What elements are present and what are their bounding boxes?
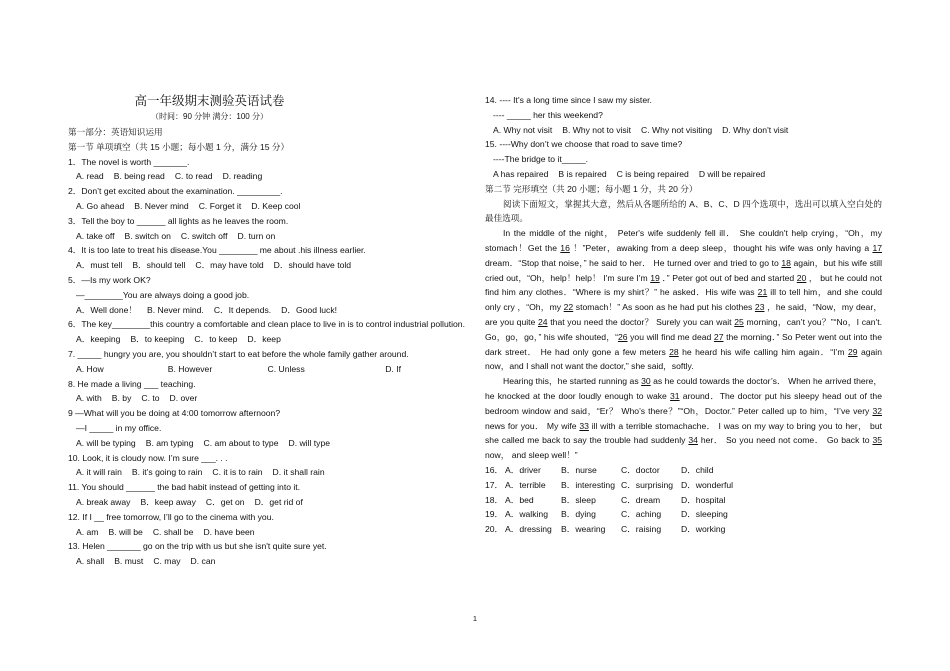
question-stem-reply: —I _____ in my office. (76, 422, 162, 433)
cloze-question-number: 17． (485, 479, 504, 490)
option-label: A．must tell (76, 260, 123, 271)
question-options (68, 332, 465, 347)
question-options (68, 258, 465, 273)
cloze-blank: 22 (563, 302, 574, 313)
question-options (485, 123, 882, 138)
cloze-text: ill to tell him，and she could only cry ，“Oh，my (485, 287, 883, 313)
question-stem: 11. You should ______ the bad habit instead of getting into it. (68, 482, 301, 493)
question-stem-reply: ----The bridge to it_____. (493, 154, 589, 165)
option-label: A. will be typing (76, 437, 136, 448)
option-label: B．to keeping (130, 334, 185, 345)
option-label: B．keep away (140, 496, 196, 507)
option-label: B. Never mind. (146, 304, 204, 315)
cloze-question-number: 20． (485, 524, 504, 535)
option-label: A．terrible (505, 479, 546, 490)
exam-subtitle: （时间：90 分钟 满分：100 分） (151, 112, 268, 121)
cloze-blank: 27 (713, 331, 724, 342)
question-list-right (485, 93, 882, 182)
question-stem-reply: ---- _____ her this weekend? (493, 109, 603, 120)
section2-heading: 第二节 完形填空（共 20 小题；每小题 1 分，共 20 分） (485, 183, 698, 194)
option-label: A. break away (76, 496, 131, 507)
section1-heading: 第一节 单项填空（共 15 小题；每小题 1 分，满分 15 分） (68, 141, 290, 152)
cloze-option-row (485, 522, 882, 537)
question-list-left (68, 155, 465, 569)
question-options (68, 303, 465, 318)
option-label: B. must (114, 556, 144, 567)
option-label: D. If (385, 363, 401, 374)
question-stem: 14. ---- It's a long time since I saw my sister. (485, 95, 652, 105)
left-column (68, 93, 465, 569)
option-label: D. will type (288, 437, 331, 448)
option-label: A. it will rain (76, 467, 122, 478)
cloze-blank: 23 (754, 302, 765, 313)
question-options (68, 229, 465, 244)
page-number: 1 (472, 614, 478, 623)
cloze-instructions: 阅读下面短文，掌握其大意，然后从各题所给的 A、B、C、D 四个选项中，选出可以填入空白处的最佳选项。 (485, 198, 882, 224)
question-stem-reply: —________You are always doing a good job. (76, 289, 250, 300)
cloze-answer-options (485, 463, 882, 537)
cloze-text: Hearing this，he started running as (503, 376, 642, 387)
option-label: D. Keep cool (251, 200, 301, 211)
cloze-text: ， but he could not find him any clothes．“Where is my shirt？” he asked．His wife was (485, 272, 882, 298)
option-label: A. How (76, 363, 104, 374)
option-label: C is being repaired (616, 168, 689, 179)
option-label: B．sleep (561, 494, 596, 505)
option-label: A. Go ahead (76, 200, 125, 211)
option-label: D．should have told (273, 260, 352, 271)
cloze-option-row (485, 463, 882, 478)
cloze-blank: 18 (781, 257, 791, 268)
option-label: C．It depends. (213, 304, 272, 315)
cloze-text: as he could towards the doctor’s． When he arrived there，he knocked at the door loudly enough to wake (485, 376, 882, 401)
option-label: D. can (190, 556, 216, 567)
option-label: A has repaired (493, 168, 549, 179)
cloze-option-row (485, 493, 882, 508)
cloze-blank: 16 (560, 242, 570, 253)
option-label: C. switch off (180, 230, 228, 241)
cloze-text: around．The doctor put his sleepy head out of the bedroom window and said，“Er？ Who’s there？”“Oh，Doctor.” Peter called up to him，“I’ve very (485, 390, 882, 416)
cloze-text: the morning．” So Peter went out into the dark street． He had only gone a few meters (485, 331, 882, 357)
question-stem: 5．—Is my work OK? (68, 274, 151, 285)
option-label: C. to read (174, 171, 213, 182)
option-label: B．interesting (561, 479, 615, 490)
option-label: B. switch on (124, 230, 171, 241)
option-label: D．hospital (681, 494, 726, 505)
cloze-text: ！”Peter，awaking from a deep sleep，thought his wife was only having a (569, 242, 873, 253)
option-label: B. being read (113, 171, 165, 182)
option-label: D．child (681, 464, 714, 475)
option-label: B. Never mind (134, 200, 189, 211)
option-label: C. may (153, 556, 181, 567)
question-stem: 10. Look, it is cloudy now. I’m sure ___. . . (68, 452, 228, 463)
option-label: C．to keep (194, 334, 238, 345)
option-label: C. Unless (267, 363, 305, 374)
question-stem: 12. If I __ free tomorrow, I’ll go to the cinema with you. (68, 511, 274, 522)
cloze-blank: 34 (688, 435, 698, 446)
cloze-text: again now，and I shall not want the doctor,” she said，softly. (485, 346, 882, 372)
cloze-blank: 32 (872, 405, 882, 416)
option-label: D．Good luck! (281, 304, 338, 315)
option-label: C. am about to type (203, 437, 279, 448)
option-label: A．keeping (76, 334, 121, 345)
cloze-text: stomach！” As soon as he had put his clothes (573, 302, 755, 313)
option-label: C．may have told (195, 260, 264, 271)
question-stem: 13. Helen _______ go on the trip with us but she isn't quite sure yet. (68, 541, 327, 552)
question-stem: 9 —What will you be doing at 4:00 tomorrow afternoon? (68, 408, 281, 419)
option-label: D. it shall rain (272, 467, 325, 478)
cloze-text: morning，can’t you？”“No，I can't. Go，go，go，” his wife shouted，“ (485, 316, 883, 342)
option-label: D．keep (247, 334, 281, 345)
option-label: B. am typing (145, 437, 194, 448)
option-label: C. Forget it (198, 200, 242, 211)
option-label: A．Well done！ (76, 304, 137, 315)
question-options (68, 391, 465, 406)
option-label: A. take off (76, 230, 115, 241)
cloze-blank: 17 (872, 242, 882, 253)
cloze-blank: 29 (848, 346, 858, 357)
cloze-blank: 24 (538, 316, 548, 327)
option-label: D. reading (222, 171, 263, 182)
option-label: A. am (76, 526, 99, 537)
cloze-blank: 30 (641, 376, 651, 387)
option-label: C．doctor (621, 464, 660, 475)
cloze-text: her． So you need not come． Go back to (697, 435, 873, 446)
option-label: C．dream (621, 494, 661, 505)
cloze-blank: 35 (872, 435, 883, 446)
option-label: A. with (76, 393, 102, 404)
option-label: B. However (167, 363, 213, 374)
cloze-text: dream．“Stop that noise，” he said to her． He turned over and tried to go to (485, 257, 782, 268)
option-label: D．wonderful (681, 479, 734, 490)
option-label: D. turn on (237, 230, 276, 241)
option-label: A. Why not visit (493, 124, 553, 135)
option-label: C．aching (621, 509, 662, 520)
cloze-option-row (485, 507, 882, 522)
option-label: D. have been (203, 526, 255, 537)
question-stem: 4．It is too late to treat his disease.You ________ me about .his illness earlier. (68, 245, 366, 256)
right-column (485, 93, 882, 537)
question-options (68, 199, 465, 214)
question-options (68, 362, 465, 377)
cloze-question-number: 18． (485, 494, 504, 505)
option-label: D．working (681, 524, 726, 535)
cloze-blank: 25 (734, 316, 744, 327)
cloze-question-number: 19． (485, 509, 504, 520)
cloze-question-number: 16． (485, 464, 504, 475)
cloze-text: ill with a terrible stomachache． I was on my way to bring you to her， but she called me back to say the trouble had suddenly (485, 420, 883, 446)
cloze-text: again，but his wife still cried out，“Oh，help！help！ I'm sure I'm (485, 257, 882, 283)
cloze-paragraph-2 (485, 374, 882, 463)
option-label: D．get rid of (254, 496, 303, 507)
option-label: B. Why not to visit (562, 124, 631, 135)
question-options (68, 465, 465, 480)
cloze-blank: 20 (796, 272, 807, 283)
cloze-text: now， and sleep well！” (485, 450, 578, 461)
question-options (68, 495, 465, 510)
option-label: A．bed (505, 494, 534, 505)
cloze-text: news for you． My wife (485, 420, 580, 431)
option-label: C. to (141, 393, 160, 404)
part1-heading: 第一部分：英语知识运用 (68, 127, 163, 137)
cloze-text: you will find me dead (627, 331, 714, 342)
cloze-text: ．” Peter got out of bed and started (659, 272, 797, 283)
cloze-text: that you need the doctor？ Surely you can wait (547, 316, 735, 327)
option-label: A. read (76, 171, 104, 182)
question-stem: 8. He made a living ___ teaching. (68, 378, 196, 389)
question-stem: 7. _____ hungry you are, you shouldn’t start to eat before the whole family gather around. (68, 348, 409, 359)
option-label: B．should tell (132, 260, 186, 271)
question-stem: 2．Don’t get excited about the examination. _________. (68, 186, 283, 197)
option-label: B. it’s going to rain (131, 467, 203, 478)
option-label: C. it is to rain (212, 467, 263, 478)
option-label: D. over (169, 393, 198, 404)
option-label: C．get on (205, 496, 245, 507)
option-label: C. shall be (152, 526, 194, 537)
option-label: D will be repaired (698, 168, 766, 179)
cloze-blank: 28 (669, 346, 679, 357)
option-label: B. by (111, 393, 132, 404)
option-label: A. shall (76, 556, 105, 567)
question-options (68, 525, 465, 540)
cloze-option-row (485, 478, 882, 493)
option-label: B. will be (108, 526, 143, 537)
question-stem: 1．The novel is worth _______. (68, 156, 190, 167)
cloze-blank: 26 (617, 331, 628, 342)
option-label: B．wearing (561, 524, 606, 535)
cloze-blank: 31 (670, 390, 680, 401)
cloze-text: ，he said，“Now，my dear，are you quite (485, 302, 882, 327)
exam-title: 高一年级期末测验英语试卷 (134, 93, 285, 108)
option-label: C．surprising (621, 479, 674, 490)
question-stem: 3．Tell the boy to ______ all lights as he leaves the room. (68, 215, 289, 226)
cloze-blank: 33 (579, 420, 589, 431)
option-label: B is repaired (558, 168, 607, 179)
option-label: C．raising (621, 524, 662, 535)
option-label: A．dressing (505, 524, 552, 535)
cloze-paragraph-1 (485, 226, 882, 374)
question-options (68, 169, 465, 184)
cloze-text: In the middle of the night， Peter's wife suddenly fell ill． She couldn't help crying，“Oh，my stomach！Get the (485, 228, 882, 253)
question-options (68, 554, 465, 569)
question-options (485, 167, 882, 182)
cloze-text: he heard his wife calling him again．“I’m (678, 346, 848, 357)
option-label: A．driver (505, 464, 541, 475)
option-label: B．nurse (561, 464, 597, 475)
option-label: B．dying (561, 509, 596, 520)
cloze-blank: 19 (650, 272, 660, 283)
option-label: D. Why don't visit (722, 124, 789, 135)
question-stem: 15. ----Why don’t we choose that road to save time? (485, 139, 683, 150)
question-options (68, 436, 465, 451)
option-label: D．sleeping (681, 509, 728, 520)
option-label: A．walking (505, 509, 548, 520)
option-label: C. Why not visiting (641, 124, 713, 135)
question-stem: 6．The key________this country a comfortable and clean place to live in is to control industrial pollution. (68, 319, 465, 330)
cloze-blank: 21 (757, 287, 768, 298)
